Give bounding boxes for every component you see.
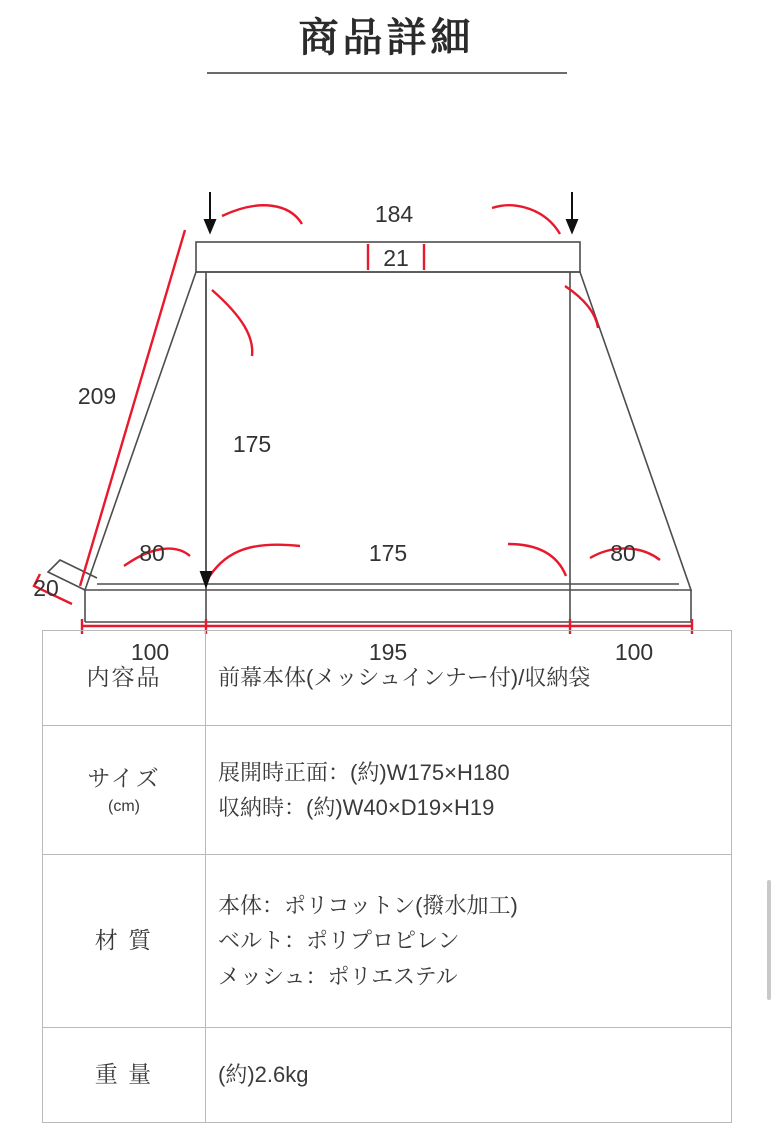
page-header <box>0 0 773 74</box>
table-row <box>43 726 732 855</box>
row-label-contents <box>43 631 206 726</box>
leader-arc-center-bottom <box>206 545 300 582</box>
page-title: 商品詳細 <box>298 16 475 60</box>
value-line: 本体：ポリコットン(撥水加工) <box>218 893 518 919</box>
table-row <box>43 631 732 726</box>
value-line: メッシュ：ポリエステル <box>218 963 458 989</box>
product-dimension-diagram <box>0 74 773 665</box>
leader-arc-center-right <box>508 544 566 576</box>
value-line: 前幕本体(メッシュインナー付)/収納袋 <box>218 665 591 691</box>
dim-bottom-left: 100 <box>130 639 170 665</box>
table-row <box>43 1028 732 1123</box>
value-line: (約)2.6kg <box>218 1062 309 1088</box>
row-value-material <box>206 855 732 1028</box>
leader-arc-top-left <box>222 205 302 224</box>
dim-slant-left: 209 <box>77 383 117 409</box>
row-label-text: 重 量 <box>94 1061 154 1088</box>
spec-table-container <box>42 630 732 1123</box>
row-label-weight <box>43 1028 206 1123</box>
table-row <box>43 855 732 1028</box>
row-label-size <box>43 726 206 855</box>
row-label-text: 内容品 <box>86 664 162 691</box>
dim-eave-left: 80 <box>139 540 165 566</box>
row-label-text: サイズ <box>87 764 161 791</box>
row-value-size <box>206 726 732 855</box>
dim-center-height: 175 <box>232 431 272 457</box>
dim-top-width: 184 <box>374 201 414 227</box>
dim-middle-width: 175 <box>368 540 408 566</box>
dim-eave-right: 80 <box>610 540 636 566</box>
dim-bottom-right: 100 <box>614 639 654 665</box>
leader-arc-left-corner <box>212 290 252 356</box>
value-line: ベルト：ポリプロピレン <box>218 928 460 954</box>
top-arrow-right-head <box>567 220 577 232</box>
row-label-unit: (cm) <box>108 797 140 815</box>
dim-ridge-small: 21 <box>383 245 409 271</box>
value-line: 展開時正面：(約)W175×H180 <box>218 759 510 785</box>
dim-bottom-center: 195 <box>368 639 408 665</box>
row-label-text: 材 質 <box>94 927 154 954</box>
page-scrollbar[interactable] <box>767 880 771 1000</box>
row-label-material <box>43 855 206 1028</box>
row-value-weight <box>206 1028 732 1123</box>
value-line: 収納時：(約)W40×D19×H19 <box>218 795 495 820</box>
row-value-contents <box>206 631 732 726</box>
spec-table <box>42 630 732 1123</box>
top-arrow-left-head <box>205 220 215 232</box>
dim-depth-left: 20 <box>33 575 59 601</box>
leader-arc-top-right <box>492 205 560 234</box>
